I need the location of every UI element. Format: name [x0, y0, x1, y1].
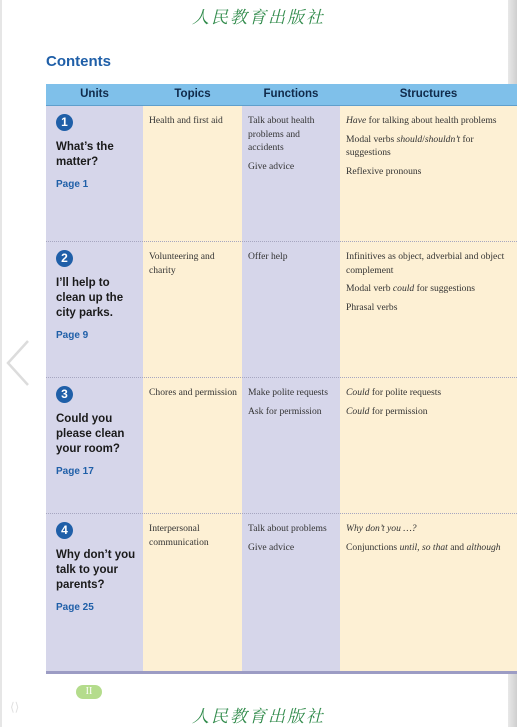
publisher-logo-bottom: 人民教育出版社	[192, 707, 325, 727]
structure-text: Could	[346, 405, 370, 417]
structure-text: Why don’t you …?	[346, 523, 417, 534]
topics-cell	[149, 114, 239, 133]
structure-text: until	[399, 541, 418, 553]
structure-item	[346, 522, 511, 536]
functions-cell-item: Give advice	[248, 160, 295, 172]
structure-text: could	[392, 283, 415, 294]
structure-text: for polite requests	[369, 387, 442, 398]
structure-text: shouldn’t	[424, 133, 461, 145]
structure-text: Conjunctions	[346, 541, 400, 553]
functions-cell-item: Give advice	[248, 541, 295, 553]
page-left-edge	[0, 0, 2, 727]
structures-cell	[346, 250, 511, 319]
structures-cell	[346, 114, 511, 183]
header-structures: Structures	[340, 84, 517, 106]
structure-text: Modal verbs	[346, 133, 397, 145]
unit-cell	[56, 386, 140, 477]
row-separator	[46, 241, 517, 242]
functions-cell-item: Talk about problems	[248, 523, 327, 534]
unit-cell	[56, 250, 140, 341]
structure-item	[346, 250, 511, 277]
unit-cell	[56, 114, 140, 190]
topics-cell	[149, 386, 239, 405]
topics-cell-item: Health and first aid	[149, 115, 223, 126]
topics-cell	[149, 250, 239, 282]
structure-text: Reflexive pronouns	[346, 165, 422, 177]
unit-page-link[interactable]: Page 25	[56, 602, 94, 613]
functions-cell	[248, 250, 338, 269]
structure-text: Have	[346, 115, 367, 126]
functions-cell	[248, 386, 338, 423]
header-units: Units	[46, 84, 143, 106]
topics-cell-item: Chores and permission	[149, 387, 237, 398]
structure-text: for talking about health problems	[366, 115, 497, 126]
unit-page-link[interactable]: Page 9	[56, 330, 89, 341]
structure-item	[346, 165, 511, 179]
functions-cell	[248, 522, 338, 559]
row-separator	[46, 377, 517, 378]
publisher-logo-top: 人民教育出版社	[192, 8, 325, 28]
topics-cell	[149, 522, 239, 554]
header-topics: Topics	[143, 84, 242, 106]
unit-number-badge: 4	[56, 522, 73, 539]
functions-cell-item: Talk about health problems and accidents	[248, 115, 315, 153]
topics-cell-item: Volunteering and charity	[149, 251, 215, 276]
unit-number-badge: 3	[56, 386, 73, 403]
unit-title: I’ll help to clean up the city parks.	[56, 277, 124, 319]
structure-text: Could	[346, 387, 370, 398]
structure-text: for suggestions	[414, 283, 475, 294]
structure-text: and	[447, 541, 467, 553]
unit-number-badge: 2	[56, 250, 73, 267]
structure-text: Infinitives as object, adverbial and object complement	[346, 251, 505, 276]
functions-cell-item: Ask for permission	[248, 405, 322, 417]
unit-title: Could you please clean your room?	[56, 413, 125, 455]
functions-cell	[248, 114, 338, 178]
structure-text: Modal verb	[346, 283, 393, 294]
structure-text: Phrasal verbs	[346, 301, 398, 313]
contents-title: Contents	[46, 53, 111, 70]
unit-page-link[interactable]: Page 1	[56, 179, 89, 190]
structure-item	[346, 386, 511, 400]
structure-item	[346, 405, 511, 419]
unit-page-link[interactable]: Page 17	[56, 466, 94, 477]
structure-item	[346, 282, 511, 296]
structure-item	[346, 133, 511, 160]
functions-cell-item: Make polite requests	[248, 387, 328, 398]
structure-text: ,	[417, 541, 422, 553]
chevron-left-icon	[4, 338, 36, 388]
unit-number-badge: 1	[56, 114, 73, 131]
structure-text: for suggestions	[346, 133, 474, 158]
functions-cell-item: Offer help	[248, 251, 288, 262]
structure-text: /	[422, 133, 425, 145]
unit-title: What’s the matter?	[56, 141, 114, 168]
topics-cell-item: Interpersonal communication	[149, 523, 209, 548]
structure-text: although	[466, 541, 501, 553]
structure-item	[346, 541, 511, 555]
corner-watermark-icon: ⟨⟩	[10, 700, 20, 714]
row-separator	[46, 513, 517, 514]
structures-cell	[346, 386, 511, 423]
table-bottom-bar	[46, 671, 517, 674]
unit-cell	[56, 522, 140, 613]
structure-text: so that	[421, 541, 448, 553]
structure-item	[346, 114, 511, 128]
structures-cell	[346, 522, 511, 559]
contents-table	[46, 84, 517, 674]
structure-item	[346, 301, 511, 315]
page-number-badge: II	[76, 685, 102, 699]
structure-text: should	[396, 133, 423, 145]
structure-text: for permission	[369, 405, 428, 417]
prev-page-button[interactable]	[4, 338, 36, 388]
unit-title: Why don’t you talk to your parents?	[56, 549, 136, 591]
header-functions: Functions	[242, 84, 340, 106]
